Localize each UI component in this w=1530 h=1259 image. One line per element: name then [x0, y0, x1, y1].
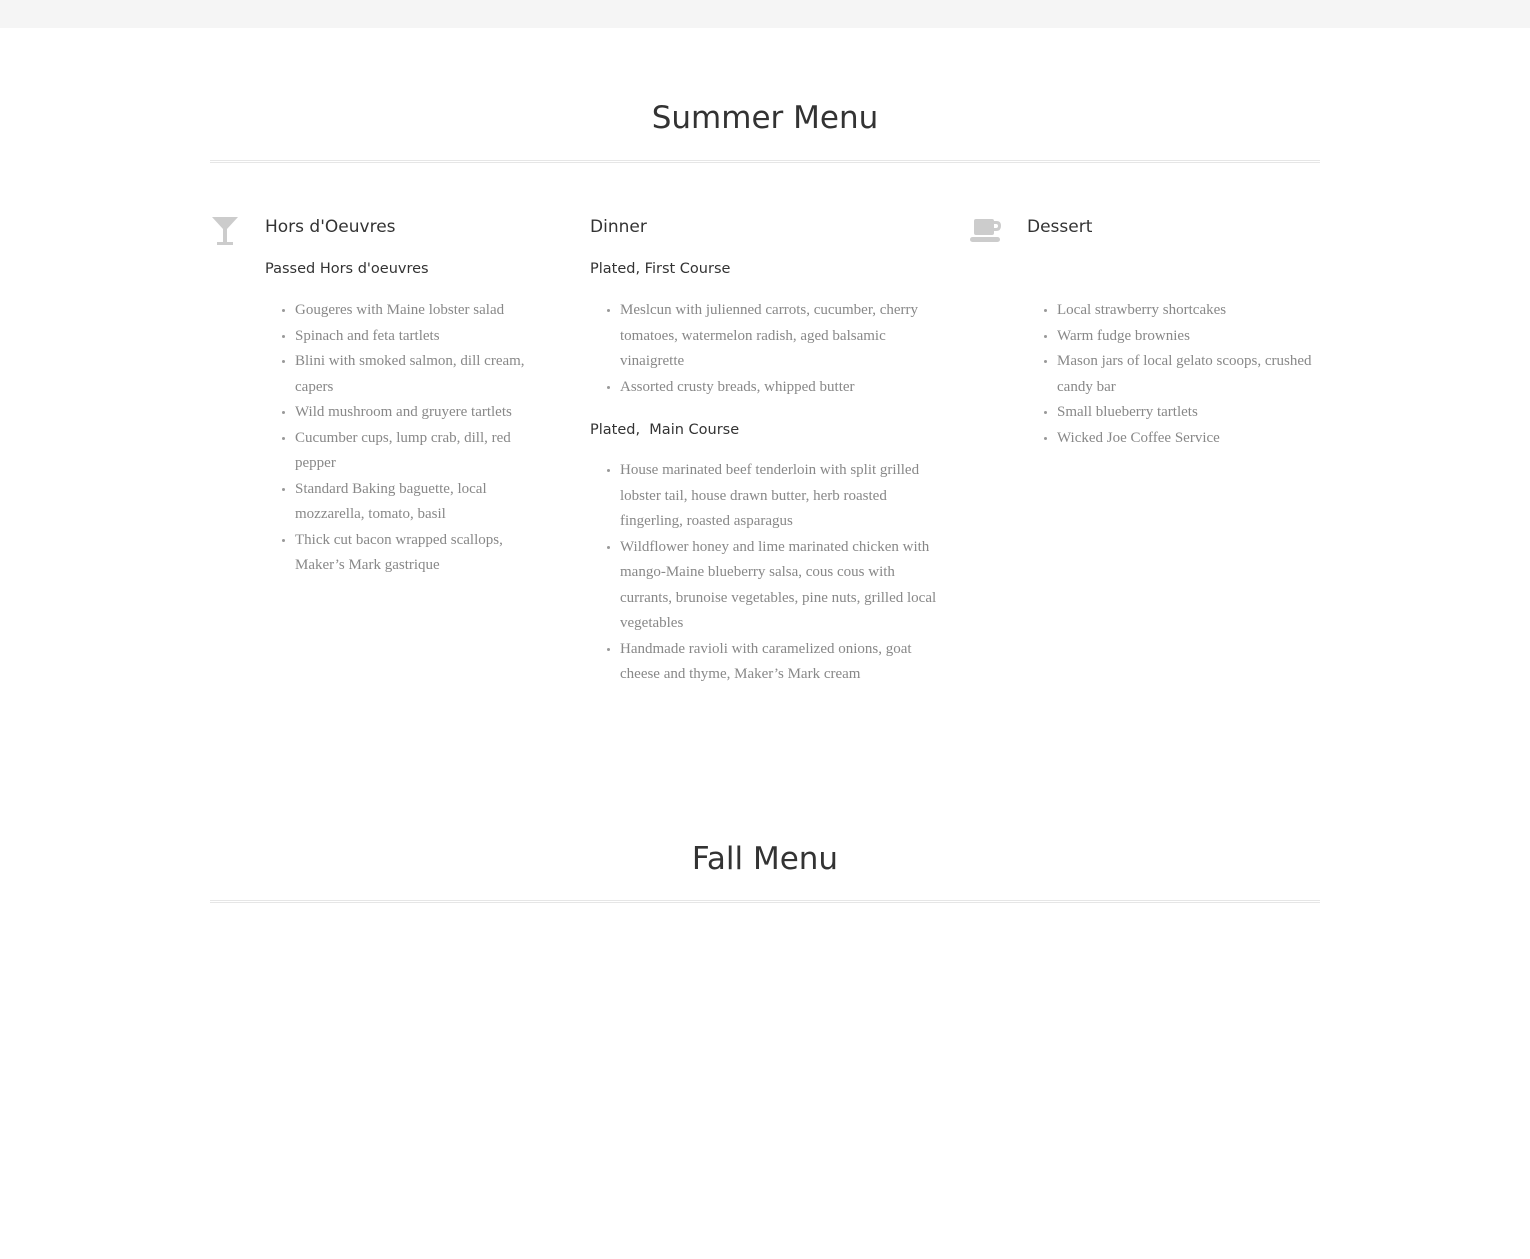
cocktail-glass-icon [211, 216, 239, 251]
list-item: • Assorted crusty breads, whipped butter [620, 375, 945, 401]
list-item: • Cucumber cups, lump crab, dill, red pepper [295, 426, 543, 477]
top-bar [0, 0, 1530, 28]
list-item: • Handmade ravioli with caramelized onions, goat cheese and thyme, Maker’s Mark cream [620, 637, 945, 688]
list-item: • Local strawberry shortcakes [1057, 298, 1317, 324]
hors-doeuvres-heading: Hors d'Oeuvres [265, 217, 396, 237]
first-course-subheading: Plated, First Course [590, 261, 731, 277]
coffee-cup-icon [969, 217, 1003, 250]
list-item: • Wild mushroom and gruyere tartlets [295, 400, 543, 426]
list-item: • House marinated beef tenderloin with split grilled lobster tail, house drawn butter, herb roasted fingerling, roasted asparagus [620, 458, 945, 535]
main-course-list [590, 458, 945, 688]
list-item: • Small blueberry tartlets [1057, 400, 1317, 426]
dessert-heading: Dessert [1027, 217, 1093, 237]
list-item: • Thick cut bacon wrapped scallops, Maker’s Mark gastrique [295, 528, 543, 579]
dinner-heading: Dinner [590, 217, 647, 237]
list-item: • Blini with smoked salmon, dill cream, capers [295, 349, 543, 400]
list-item: • Mason jars of local gelato scoops, crushed candy bar [1057, 349, 1317, 400]
passed-hors-doeuvres-subheading: Passed Hors d'oeuvres [265, 261, 429, 277]
list-item: • Meslcun with julienned carrots, cucumber, cherry tomatoes, watermelon radish, aged balsamic vinaigrette [620, 298, 945, 375]
hors-doeuvres-list [265, 298, 543, 579]
main-course-subheading: Plated, Main Course [590, 422, 740, 438]
summer-menu-title: Summer Menu [651, 100, 879, 136]
list-item: • Wicked Joe Coffee Service [1057, 426, 1317, 452]
list-item: • Standard Baking baguette, local mozzarella, tomato, basil [295, 477, 543, 528]
first-course-list [590, 298, 945, 400]
dessert-list [1027, 298, 1317, 451]
list-item: • Wildflower honey and lime marinated chicken with mango-Maine blueberry salsa, cous cous with currants, brunoise vegetables, pine nuts, grilled local vegetables [620, 535, 945, 637]
summer-menu-divider [210, 160, 1320, 163]
list-item: • Warm fudge brownies [1057, 324, 1317, 350]
fall-menu-title: Fall Menu [691, 841, 839, 877]
fall-menu-divider [210, 900, 1320, 903]
list-item: • Gougeres with Maine lobster salad [295, 298, 543, 324]
list-item: • Spinach and feta tartlets [295, 324, 543, 350]
